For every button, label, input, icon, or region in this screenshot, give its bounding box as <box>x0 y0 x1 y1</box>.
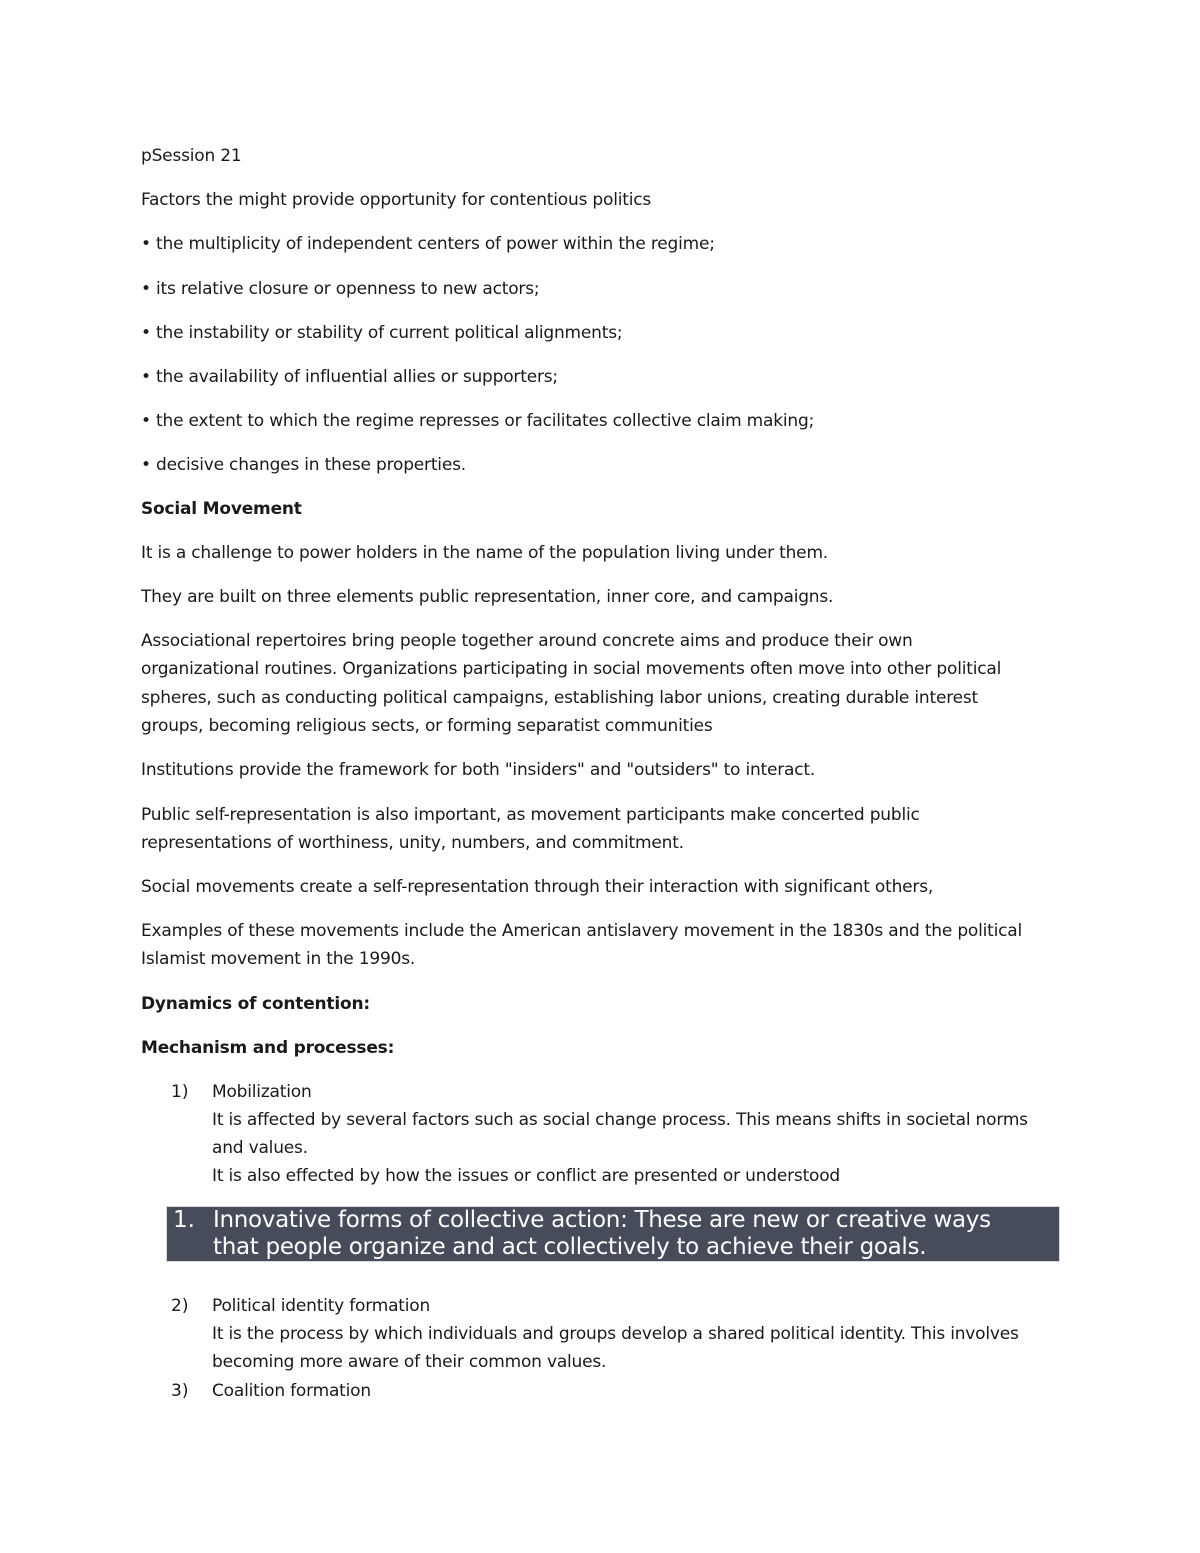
factor-item: • the availability of influential allies or supporters; <box>141 367 558 387</box>
list-number: 2) <box>171 1296 189 1316</box>
paragraph: It is a challenge to power holders in the name of the population living under them. <box>141 543 829 563</box>
paragraph-line: Islamist movement in the 1990s. <box>141 949 416 969</box>
highlight-line: Innovative forms of collective action: These are new or creative ways <box>213 1207 991 1233</box>
session-title: pSession 21 <box>141 146 242 166</box>
factor-item: • the instability or stability of current political alignments; <box>141 323 623 343</box>
list-item-line: becoming more aware of their common values. <box>212 1352 607 1372</box>
factor-item: • its relative closure or openness to new actors; <box>141 279 540 299</box>
paragraph-line: spheres, such as conducting political campaigns, establishing labor unions, creating durable interest <box>141 688 979 708</box>
paragraph: Social movements create a self-representation through their interaction with significant others, <box>141 877 934 897</box>
mechanism-heading: Mechanism and processes: <box>141 1038 395 1058</box>
list-number: 3) <box>171 1381 189 1401</box>
list-item-line: It is also effected by how the issues or conflict are presented or understood <box>212 1166 841 1186</box>
list-item-line: and values. <box>212 1138 308 1158</box>
factor-item: • the extent to which the regime represses or facilitates collective claim making; <box>141 411 815 431</box>
list-item <box>212 1292 1062 1376</box>
factors-intro: Factors the might provide opportunity for contentious politics <box>141 190 652 210</box>
list-item-title: Political identity formation <box>212 1296 431 1316</box>
list-item <box>212 1078 1062 1190</box>
paragraph-line: representations of worthiness, unity, numbers, and commitment. <box>141 833 684 853</box>
paragraph: Institutions provide the framework for both "insiders" and "outsiders" to interact. <box>141 760 816 780</box>
paragraph-line: Public self-representation is also important, as movement participants make concerted public <box>141 805 920 825</box>
paragraph-line: organizational routines. Organizations participating in social movements often move into other political <box>141 659 1002 679</box>
list-item-title: Coalition formation <box>212 1381 371 1401</box>
list-item-line: It is affected by several factors such as social change process. This means shifts in societal norms <box>212 1110 1028 1130</box>
highlighted-list-item <box>166 1206 1060 1262</box>
paragraph-line: Associational repertoires bring people together around concrete aims and produce their own <box>141 631 913 651</box>
list-item-title: Mobilization <box>212 1082 312 1102</box>
list-item <box>212 1377 1062 1405</box>
highlight-text <box>213 1207 1053 1261</box>
highlight-number: 1. <box>173 1207 195 1233</box>
paragraph: They are built on three elements public representation, inner core, and campaigns. <box>141 587 834 607</box>
highlight-line: that people organize and act collectively to achieve their goals. <box>213 1234 927 1260</box>
paragraph-line: Examples of these movements include the American antislavery movement in the 1830s and the political <box>141 921 1023 941</box>
factor-item: • the multiplicity of independent centers of power within the regime; <box>141 234 715 254</box>
paragraph-line: groups, becoming religious sects, or forming separatist communities <box>141 716 713 736</box>
dynamics-heading: Dynamics of contention: <box>141 994 370 1014</box>
social-movement-heading: Social Movement <box>141 499 302 519</box>
list-item-line: It is the process by which individuals and groups develop a shared political identity. This involves <box>212 1324 1019 1344</box>
factor-item: • decisive changes in these properties. <box>141 455 466 475</box>
list-number: 1) <box>171 1082 189 1102</box>
